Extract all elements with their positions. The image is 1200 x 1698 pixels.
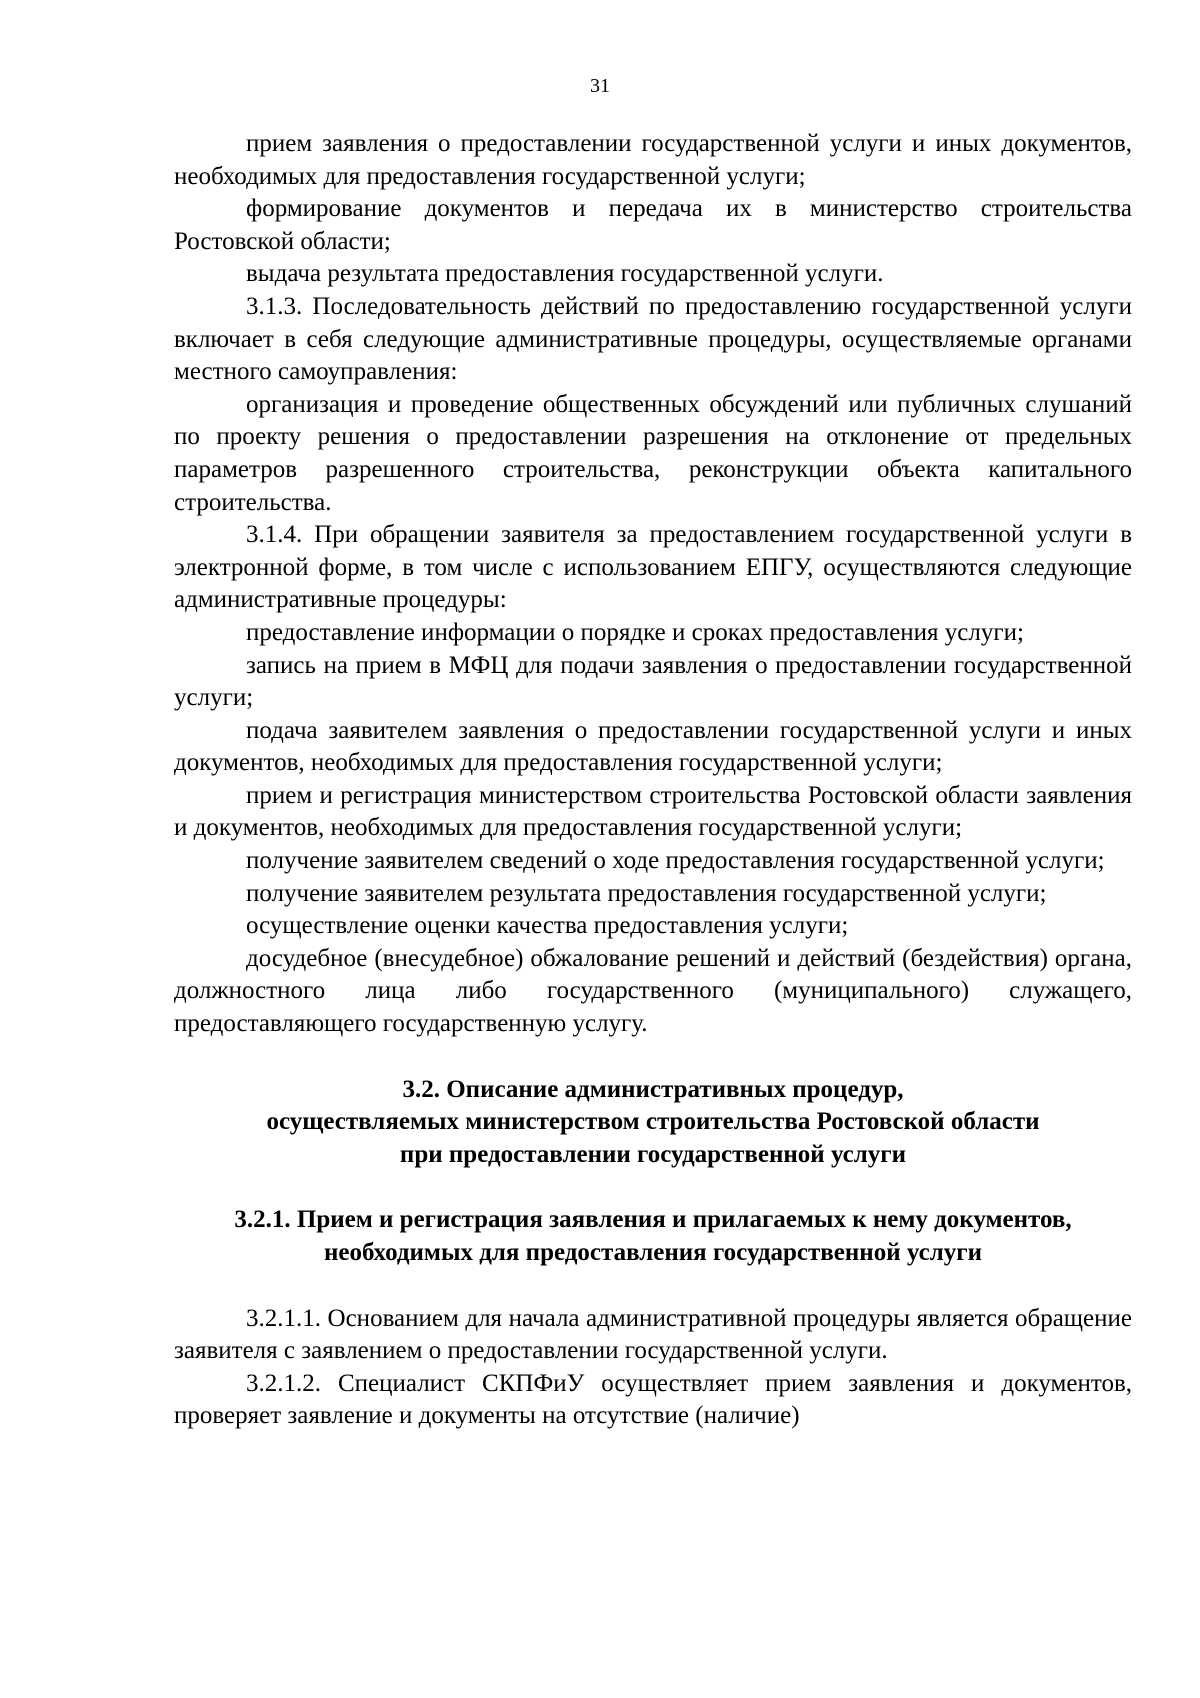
paragraph: осуществление оценки качества предоставления услуги; <box>246 912 849 940</box>
paragraph: 3.1.4. При обращении заявителя за предоставлением государственной услуги в электронной форме, в том числе с использованием ЕПГУ, осуществляются следующие административные процедуры: <box>174 521 1132 614</box>
section-heading-line: осуществляемых министерством строительства Ростовской области <box>266 1108 1040 1136</box>
paragraph: предоставление информации о порядке и сроках предоставления услуги; <box>246 618 1024 646</box>
paragraph: 3.2.1.2. Специалист СКПФиУ осуществляет прием заявления и документов, проверяет заявление и документы на отсутствие (наличие) <box>174 1369 1132 1430</box>
paragraph: запись на прием в МФЦ для подачи заявления о предоставлении государственной услуги; <box>174 651 1132 712</box>
page-number: 31 <box>590 75 610 97</box>
paragraph: прием и регистрация министерством строительства Ростовской области заявления и документов, необходимых для предоставления государственной услуги; <box>174 781 1132 842</box>
section-heading-line: при предоставлении государственной услуги <box>399 1140 907 1168</box>
document-body <box>174 128 1132 1433</box>
paragraph: получение заявителем результата предоставления государственной услуги; <box>246 879 1047 907</box>
subsection-heading-line: 3.2.1. Прием и регистрация заявления и прилагаемых к нему документов, <box>234 1206 1072 1234</box>
paragraph: формирование документов и передача их в министерство строительства Ростовской области; <box>174 195 1132 255</box>
paragraph: организация и проведение общественных обсуждений или публичных слушаний по проекту решения о предоставлении разрешения на отклонение от предельных параметров разрешенного строительства, реконструкции объекта капитального строительства. <box>174 390 1132 516</box>
paragraph: 3.2.1.1. Основанием для начала административной процедуры является обращение заявителя с заявлением о предоставлении государственной услуги. <box>174 1304 1132 1365</box>
section-heading <box>174 1074 1132 1172</box>
paragraph: досудебное (внесудебное) обжалование решений и действий (бездействия) органа, должностного лица либо государственного (муниципального) служащего, предоставляющего государственную услугу. <box>174 944 1132 1038</box>
paragraph: прием заявления о предоставлении государственной услуги и иных документов, необходимых для предоставления государственной услуги; <box>174 130 1132 190</box>
paragraph: подача заявителем заявления о предоставлении государственной услуги и иных документов, необходимых для предоставления государственной услуги; <box>174 716 1132 777</box>
paragraph: выдача результата предоставления государственной услуги. <box>246 260 884 288</box>
subsection-heading <box>174 1204 1132 1269</box>
section-heading-line: 3.2. Описание административных процедур, <box>402 1075 904 1103</box>
paragraph: 3.1.3. Последовательность действий по предоставлению государственной услуги включает в себя следующие административные процедуры, осуществляемые органами местного самоуправления: <box>174 292 1132 386</box>
paragraph: получение заявителем сведений о ходе предоставления государственной услуги; <box>246 847 1105 875</box>
subsection-heading-line: необходимых для предоставления государственной услуги <box>324 1239 982 1266</box>
